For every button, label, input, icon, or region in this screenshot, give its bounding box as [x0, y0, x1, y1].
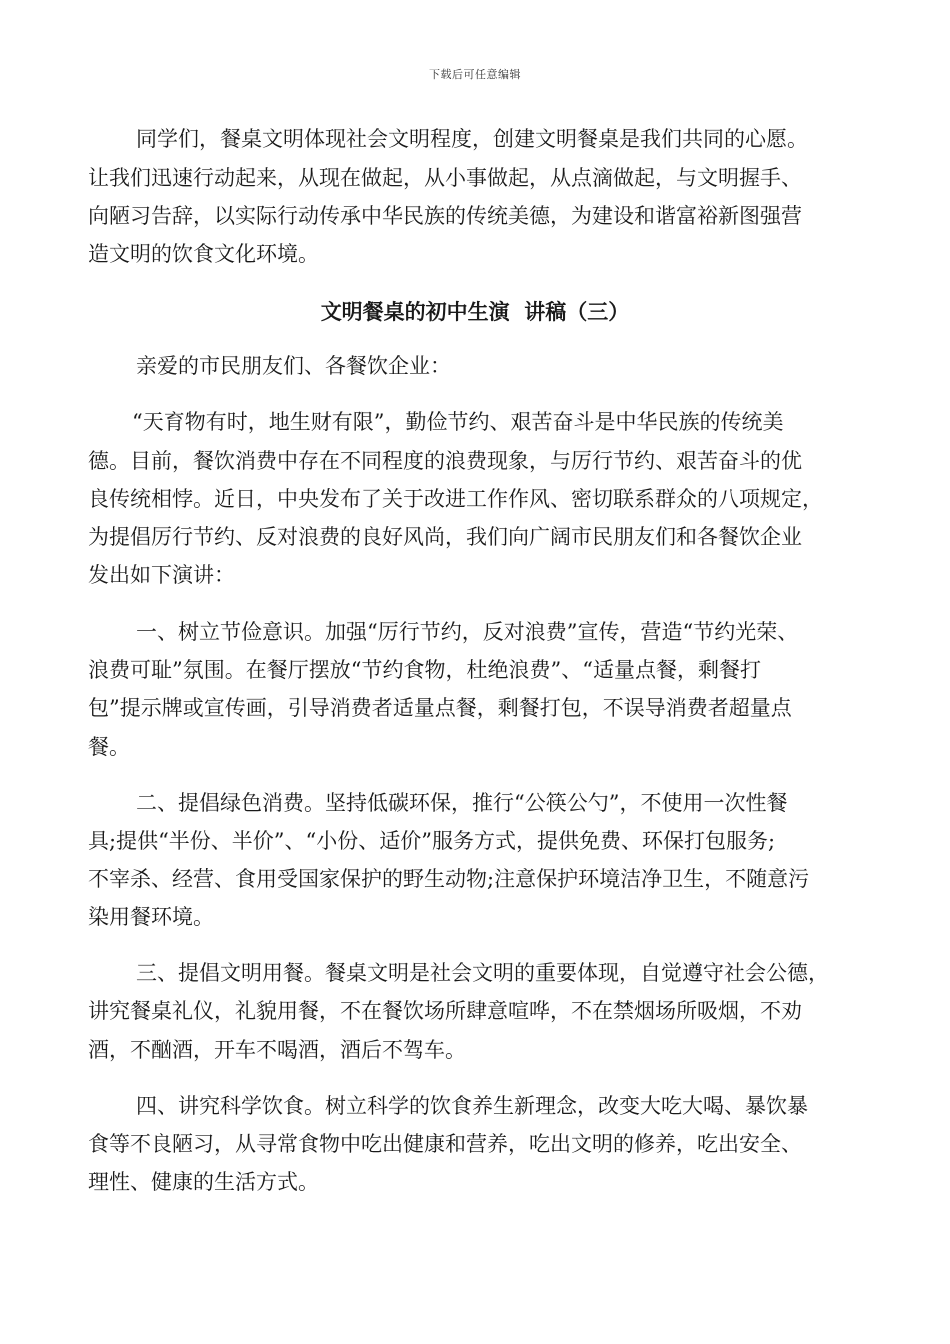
section-title: 文明餐桌的初中生演 讲稿（三） [320, 299, 630, 324]
text-line: 造文明的饮食文化环境。 [88, 242, 319, 266]
text-line: 染用餐环境。 [88, 905, 214, 929]
text-line: 二、提倡绿色消费。坚持低碳环保，推行“公筷公勺”，不使用一次性餐 [136, 791, 788, 815]
text-line: 包”提示牌或宣传画，引导消费者适量点餐，剩餐打包，不误导消费者超量点 [88, 696, 792, 720]
page-header-note: 下载后可任意编辑 [429, 68, 521, 81]
text-line: 理性、健康的生活方式。 [88, 1170, 319, 1194]
text-line: 食等不良陋习，从寻常食物中吃出健康和营养，吃出文明的修养，吃出安全、 [88, 1132, 802, 1156]
text-line: 为提倡厉行节约、反对浪费的良好风尚，我们向广阔市民朋友们和各餐饮企业 [88, 525, 802, 549]
text-line: 具;提供“半份、半价”、“小份、适价”服务方式，提供免费、环保打包服务; [88, 829, 776, 853]
text-line: 良传统相悖。近日，中央发布了关于改进工作作风、密切联系群众的八项规定， [88, 487, 823, 511]
text-line: 向陋习告辞，以实际行动传承中华民族的传统美德，为建设和谐富裕新图强营 [88, 204, 802, 228]
text-line: 三、提倡文明用餐。餐桌文明是社会文明的重要体现，自觉遵守社会公德， [136, 961, 829, 985]
text-line: 同学们，餐桌文明体现社会文明程度，创建文明餐桌是我们共同的心愿。 [136, 127, 808, 151]
text-line: 发出如下演讲： [88, 563, 235, 587]
text-line: 四、讲究科学饮食。树立科学的饮食养生新理念，改变大吃大喝、暴饮暴 [136, 1094, 808, 1118]
text-line: 讲究餐桌礼仪，礼貌用餐，不在餐饮场所肆意喧哗，不在禁烟场所吸烟，不劝 [88, 999, 802, 1023]
text-line: “天育物有时，地生财有限”，勤俭节约、艰苦奋斗是中华民族的传统美 [132, 410, 784, 434]
text-line: 让我们迅速行动起来，从现在做起，从小事做起，从点滴做起，与文明握手、 [88, 166, 802, 190]
text-line: 浪费可耻”氛围。在餐厅摆放“节约食物，杜绝浪费”、“适量点餐，剩餐打 [88, 658, 761, 682]
text-line: 不宰杀、经营、食用受国家保护的野生动物;注意保护环境洁净卫生，不随意污 [88, 867, 810, 891]
text-line: 酒，不酗酒，开车不喝酒，酒后不驾车。 [88, 1038, 466, 1062]
greeting-line: 亲爱的市民朋友们、各餐饮企业： [136, 354, 451, 378]
text-line: 餐。 [88, 735, 130, 759]
text-line: 德。目前，餐饮消费中存在不同程度的浪费现象，与厉行节约、艰苦奋斗的优 [88, 449, 802, 473]
text-line: 一、树立节俭意识。加强“厉行节约，反对浪费”宣传，营造“节约光荣、 [136, 620, 799, 644]
